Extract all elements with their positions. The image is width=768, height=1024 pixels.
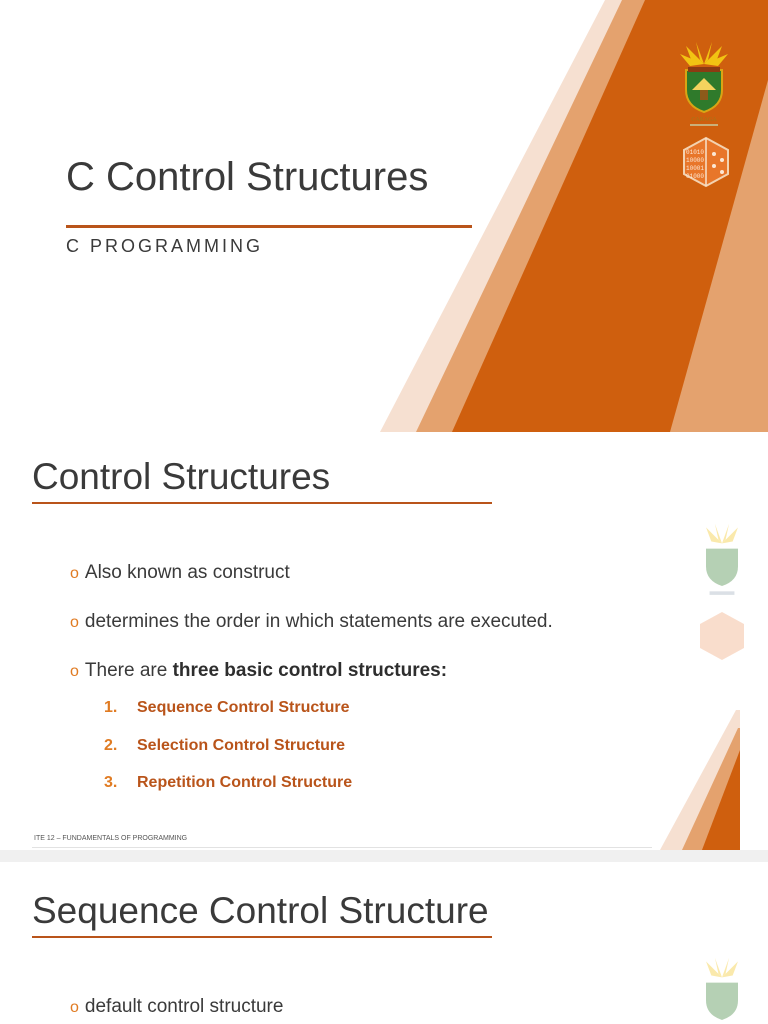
svg-text:01000: 01000 <box>686 173 705 180</box>
slide-separator <box>0 850 768 862</box>
svg-text:01010: 01010 <box>686 149 705 156</box>
heading-underline <box>32 936 492 938</box>
numbered-item: 1. Sequence Control Structure <box>104 699 350 716</box>
bullet-circle-icon: o <box>70 565 79 582</box>
bullet-item: o default control structure <box>70 996 284 1017</box>
bullet-item: o Also known as construct <box>70 562 290 583</box>
svg-text:10000: 10000 <box>686 157 705 164</box>
bullet-item: o There are three basic control structures: <box>70 660 448 681</box>
bullet-circle-icon: o <box>70 999 79 1016</box>
sequence-slide <box>0 862 768 1024</box>
title-slide <box>0 0 768 432</box>
decorative-stripes <box>0 0 768 432</box>
slide-footer: ITE 12 – FUNDAMENTALS OF PROGRAMMING <box>34 835 188 842</box>
university-seal-icon <box>674 40 734 130</box>
control-structures-slide <box>0 432 768 850</box>
numbered-item: 2. Selection Control Structure <box>104 737 346 754</box>
binary-badge-icon <box>680 136 732 188</box>
heading-underline <box>32 502 492 504</box>
bullet-circle-icon: o <box>70 614 79 631</box>
slide-heading: Control Structures <box>32 456 331 497</box>
bullet-circle-icon: o <box>70 663 79 680</box>
faded-badge-icon <box>696 610 748 662</box>
svg-text:10001: 10001 <box>686 165 705 172</box>
title-underline <box>66 225 472 228</box>
footer-rule <box>32 847 652 848</box>
bullet-item: o determines the order in which statements are executed. <box>70 611 553 632</box>
corner-stripes <box>660 710 740 850</box>
faded-seal-icon <box>694 956 750 1024</box>
slide-title: C Control Structures <box>66 155 429 199</box>
faded-seal-icon <box>694 522 750 602</box>
slide-heading: Sequence Control Structure <box>32 890 489 931</box>
svg-text:CARAGA: CARAGA <box>691 117 717 123</box>
numbered-item: 3. Repetition Control Structure <box>104 774 353 791</box>
slide-subtitle: C PROGRAMMING <box>66 236 264 256</box>
